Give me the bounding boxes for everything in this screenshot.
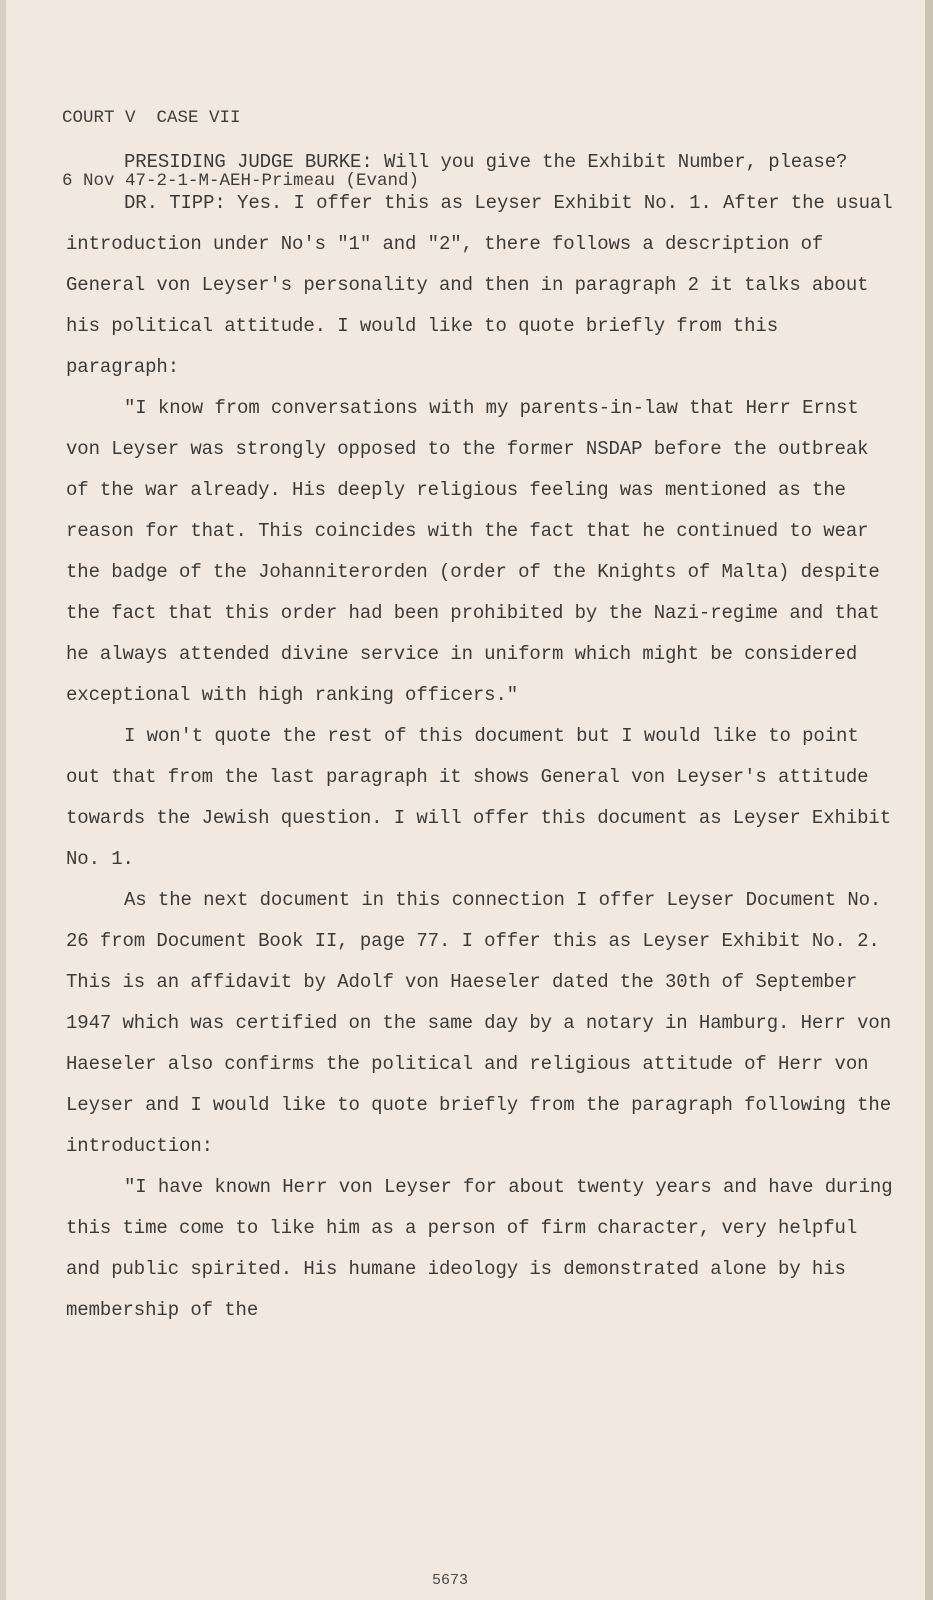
paragraph-jewish-question: I won't quote the rest of this document but I would like to point out that from the last paragraph it shows General von Leyser's attitude towards the Jewish question. I will offer this document as Leyser Exhibit No. 1. (66, 725, 892, 870)
header-court-case: COURT V CASE VII (62, 108, 241, 128)
header-date-reference: 6 Nov 47-2-1-M-AEH-Primeau (Evand) (62, 171, 420, 191)
page-number: 5673 (431, 1572, 468, 1589)
transcript-body (66, 142, 896, 1331)
paragraph-quote-conversations: "I know from conversations with my parents-in-law that Herr Ernst von Leyser was strongly opposed to the former NSDAP before the outbreak of the war already. His deeply religious feeling was mentioned as the reason for that. This coincides with the fact that he continued to wear the badge of the Johanniterorden (order of the Knights of Malta) despite the fact that this order had been prohibited by the Nazi-regime and that he always attended divine service in uniform which might be considered exceptional with high ranking officers." (66, 397, 880, 706)
page-edge-left (0, 0, 6, 1600)
paragraph-dr-tipp-exhibit-1: DR. TIPP: Yes. I offer this as Leyser Exhibit No. 1. After the usual introduction under No's "1" and "2", there follows a description of General von Leyser's personality and then in paragraph 2 it talks about his political attitude. I would like to quote briefly from this paragraph: (66, 192, 893, 378)
paragraph-exhibit-2-affidavit: As the next document in this connection I offer Leyser Document No. 26 from Document Book II, page 77. I offer this as Leyser Exhibit No. 2. This is an affidavit by Adolf von Haeseler dated the 30th of September 1947 which was certified on the same day by a notary in Hamburg. Herr von Haeseler also confirms the political and religious attitude of Herr von Leyser and I would like to quote briefly from the paragraph following the introduction: (66, 889, 892, 1157)
paragraph-quote-haeseler: "I have known Herr von Leyser for about twenty years and have during this time come to like him as a person of firm character, very helpful and public spirited. His humane ideology is demonstrated alone by his membership of the (66, 1176, 893, 1321)
page-edge-right (925, 0, 933, 1600)
paragraph-presiding-judge: PRESIDING JUDGE BURKE: Will you give the Exhibit Number, please? (124, 151, 848, 173)
